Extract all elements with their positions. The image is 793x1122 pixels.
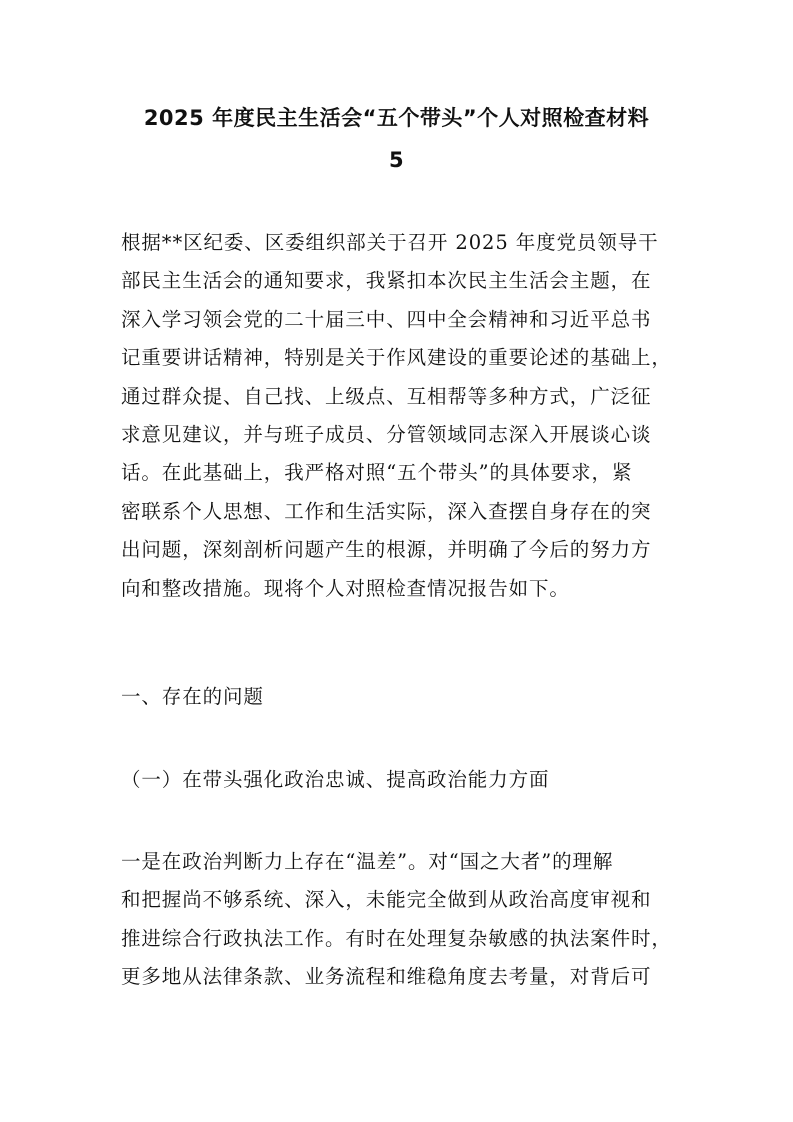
intro-line: 出问题，深刻剖析问题产生的根源，并明确了今后的努力方 (121, 538, 652, 562)
body-paragraph (121, 843, 691, 997)
document-title-number: 5 (388, 148, 405, 172)
intro-line: 向和整改措施。现将个人对照检查情况报告如下。 (121, 576, 570, 600)
body-line: 推进综合行政执法工作。有时在处理复杂敏感的执法案件时， (121, 926, 672, 950)
body-line: 和把握尚不够系统、深入，未能完全做到从政治高度审视和 (121, 888, 652, 912)
intro-line: 话。在此基础上，我严格对照“五个带头”的具体要求，紧 (121, 461, 633, 485)
subsection-heading: （一）在带头强化政治忠诚、提高政治能力方面 (121, 768, 550, 791)
intro-line: 密联系个人思想、工作和生活实际，深入查摆自身存在的突 (121, 499, 652, 523)
intro-paragraph (121, 224, 691, 608)
body-line: 更多地从法律条款、业务流程和维稳角度去考量，对背后可 (121, 965, 652, 989)
intro-line: 记重要讲话精神，特别是关于作风建设的重要论述的基础上， (121, 346, 672, 370)
intro-line: 通过群众提、自己找、上级点、互相帮等多种方式，广泛征 (121, 384, 652, 408)
section-heading: 一、存在的问题 (121, 685, 264, 708)
intro-line: 部民主生活会的通知要求，我紧扣本次民主生活会主题，在 (121, 269, 652, 293)
intro-line: 根据**区纪委、区委组织部关于召开 2025 年度党员领导干 (121, 231, 659, 254)
intro-line: 求意见建议，并与班子成员、分管领域同志深入开展谈心谈 (121, 422, 652, 446)
document-title: 2025 年度民主生活会“五个带头”个人对照检查材料 (143, 106, 650, 130)
intro-line: 深入学习领会党的二十届三中、四中全会精神和习近平总书 (121, 307, 652, 331)
body-line: 一是在政治判断力上存在“温差”。对“国之大者”的理解 (121, 850, 614, 873)
